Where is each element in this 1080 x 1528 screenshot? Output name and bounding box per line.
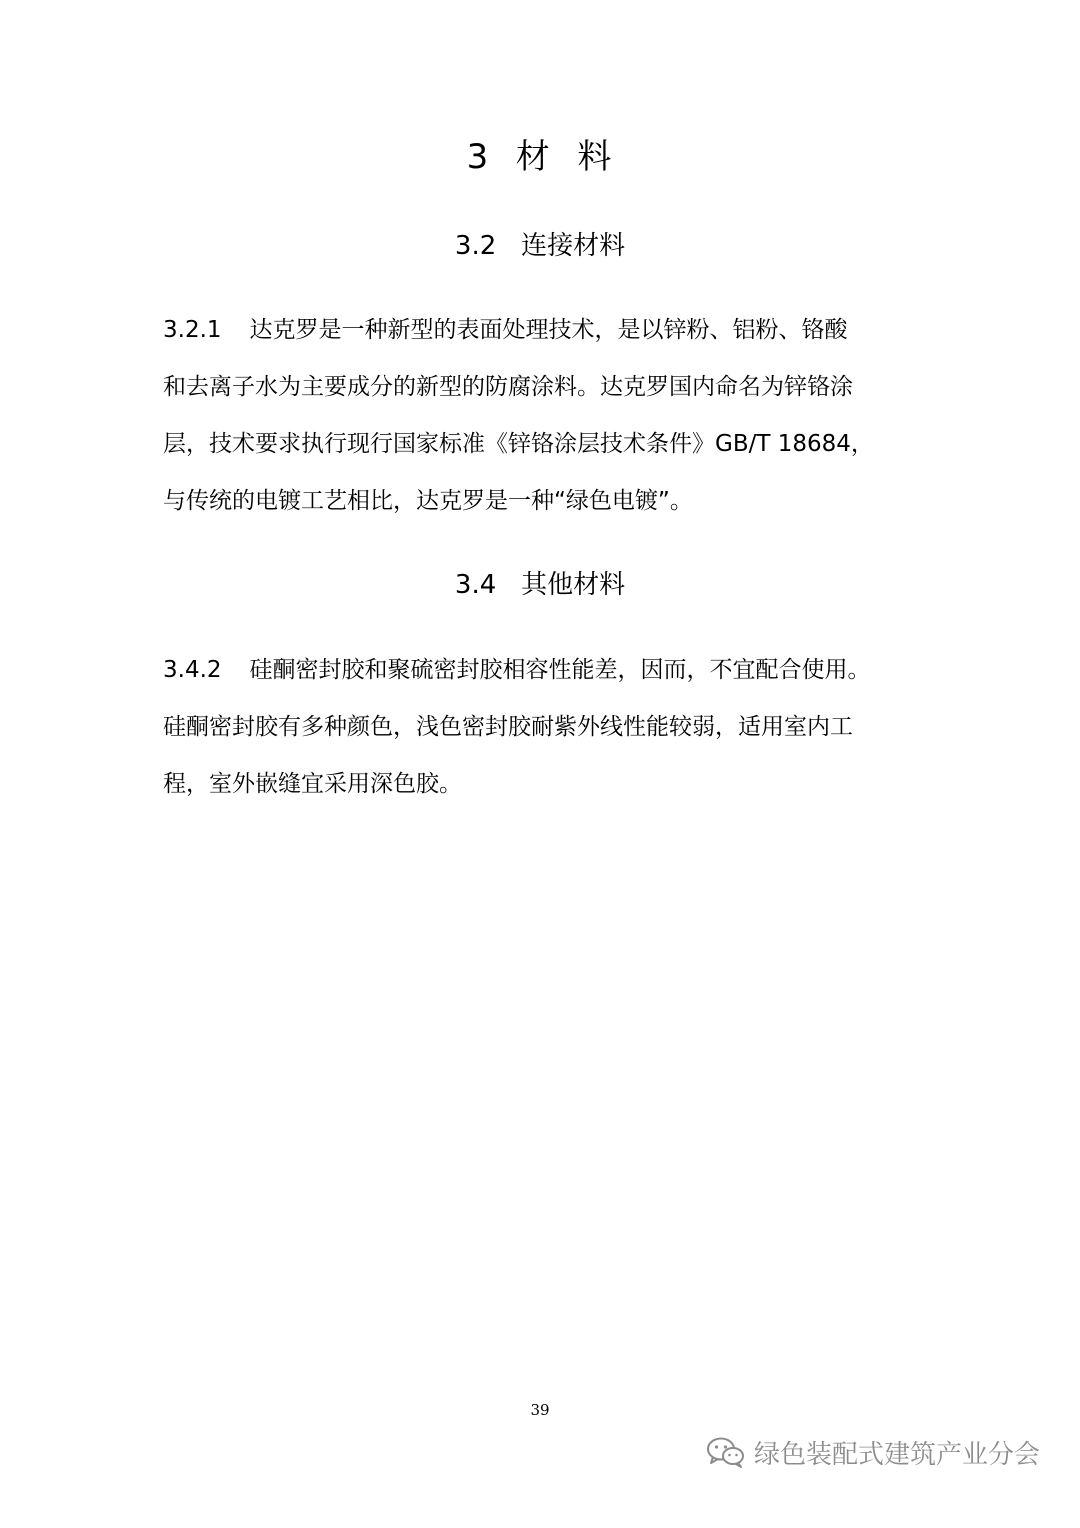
wechat-icon	[706, 1436, 746, 1468]
clause-number: 3.4.2	[163, 657, 222, 683]
watermark-text: 绿色装配式建筑产业分会	[754, 1439, 1041, 1470]
paragraph-line: 硅酮密封胶有多种颜色，浅色密封胶耐紫外线性能较弱，适用室内工	[163, 714, 853, 740]
paragraph-line: 和去离子水为主要成分的新型的防腐涂料。达克罗国内命名为锌铬涂	[163, 374, 853, 400]
paragraph-line	[163, 642, 923, 699]
section-title-3-4: 3.4 其他材料	[454, 570, 626, 600]
watermark	[706, 1432, 1040, 1472]
paragraph-line: 层，技术要求执行现行国家标准《锌铬涂层技术条件》GB/T 18684，	[163, 431, 874, 457]
paragraph-text: 硅酮密封胶和聚硫密封胶相容性能差，因而，不宜配合使用。	[249, 657, 871, 683]
chapter-title: 3 材 料	[466, 137, 614, 177]
page-number: 39	[530, 1401, 550, 1419]
clause-number: 3.2.1	[163, 317, 222, 343]
paragraph-line: 与传统的电镀工艺相比，达克罗是一种“绿色电镀”。	[163, 488, 693, 514]
section-title-3-2: 3.2 连接材料	[454, 231, 626, 261]
paragraph-line: 程，室外嵌缝宜采用深色胶。	[163, 771, 462, 797]
paragraph-line	[163, 302, 923, 359]
clause-3-2-1	[163, 302, 923, 530]
clause-3-4-2	[163, 642, 923, 813]
paragraph-text: 达克罗是一种新型的表面处理技术，是以锌粉、铝粉、铬酸	[249, 317, 848, 343]
